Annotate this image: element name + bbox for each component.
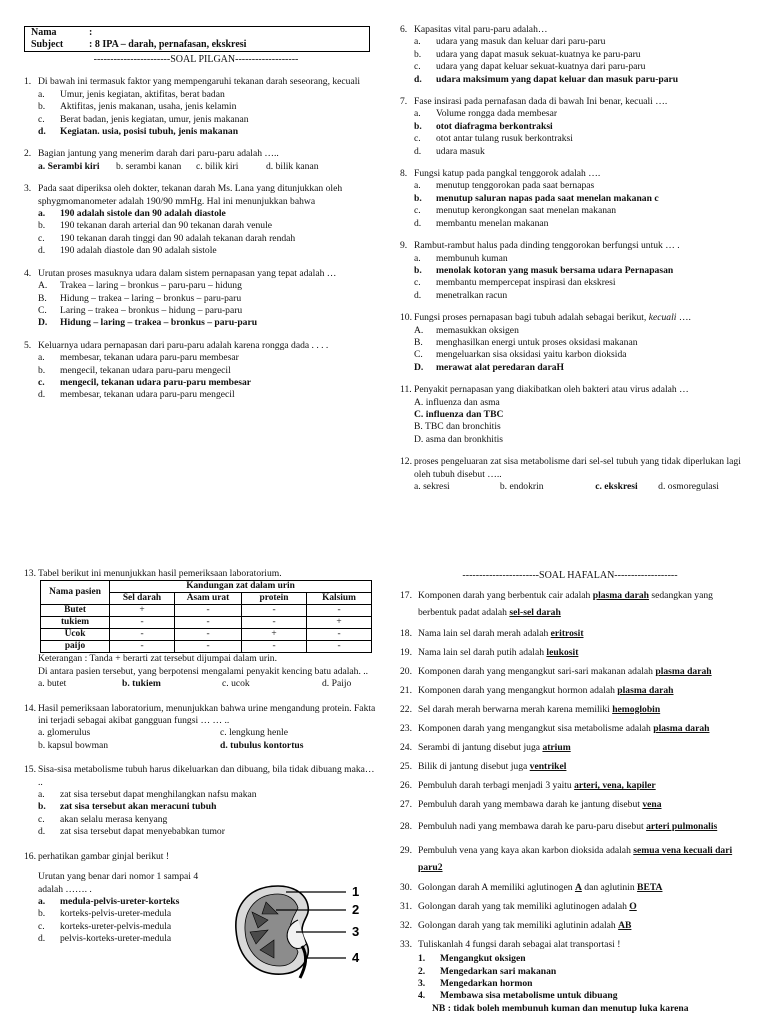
hafalan-num-33: 33. — [400, 939, 412, 951]
q1-text-main: Di bawah ini termasuk faktor yang mempengaruhi tekanan darah seseorang, kecuali — [38, 76, 361, 88]
q9-option-d: d. menetralkan racun — [414, 289, 508, 301]
answer-31: O — [629, 901, 637, 913]
q8-text-main: Fungsi katup pada pangkal tenggorok adalah …. — [414, 168, 601, 180]
q1-option-d: d. Kegiatan. usia, posisi tubuh, jenis makanan — [38, 126, 239, 138]
kidney-label-1: 1 — [352, 884, 360, 899]
pilgan-right-list — [400, 24, 744, 493]
q15-option-b: b. zat sisa tersebut akan meracuni tubuh — [38, 801, 217, 813]
q11-option-a: A. influenza dan asma — [414, 396, 500, 408]
q2-option-a: a. Serambi kiri — [38, 160, 100, 172]
q12-options — [400, 481, 744, 493]
q7-options — [400, 108, 744, 158]
q10-option-d: D. merawat alat peredaran daraH — [414, 361, 564, 373]
kidney-label-4: 4 — [352, 950, 360, 965]
table-cell: - — [242, 617, 307, 629]
table-head-asam-urat: Asam urat — [175, 593, 242, 605]
table-cell: + — [307, 617, 372, 629]
hafalan-text-33: Tuliskanlah 4 fungsi darah sebagai alat transportasi ! — [418, 939, 621, 951]
table-head-kalsium: Kalsium — [307, 593, 372, 605]
q13-note1: Keterangan : Tanda + berarti zat tersebut dijumpai dalam urin. — [38, 653, 277, 665]
q1-text — [38, 76, 360, 88]
patient-name: Butet — [41, 605, 110, 617]
q11-text-main: Penyakit pernapasan yang diakibatkan oleh bakteri atau virus adalah … — [414, 384, 689, 396]
hafalan-num-24: 24. — [400, 742, 412, 753]
q10-option-b: B. menghasilkan energi untuk proses oksidasi makanan — [414, 336, 638, 348]
table-cell: - — [110, 617, 175, 629]
answer-21: plasma darah — [617, 685, 674, 696]
q14-option-c: c. lengkung henle — [220, 727, 288, 739]
table-cell: - — [110, 641, 175, 653]
question-1 — [24, 76, 368, 138]
q4-num: 4. — [24, 267, 32, 279]
hafalan-num-21: 21. — [400, 685, 412, 696]
question-9 — [400, 240, 744, 302]
question-12 — [400, 456, 744, 493]
q12-option-a: a. sekresi — [414, 481, 450, 492]
q15-option-c: c. akan selalu merasa kenyang — [38, 813, 168, 825]
right-column-bottom — [400, 570, 740, 1015]
q3-text-main: Pada saat diperiksa oleh dokter, tekanan darah Ms. Lana yang ditunjukkan oleh sphygmomanometer adalah 190/90 mmHg. Hal ini menunjukkan bahwa — [38, 183, 343, 207]
q12-line — [400, 456, 744, 481]
q10-text-italic: kecuali — [648, 312, 677, 324]
question-7 — [400, 96, 744, 158]
q8-text — [414, 168, 600, 180]
q14-option-b: b. kapsul bowman — [38, 739, 109, 751]
patient-name: paijo — [41, 641, 110, 653]
answer-20: plasma darah — [655, 666, 712, 677]
q2-num: 2. — [24, 148, 32, 160]
q10-text — [414, 312, 691, 324]
q9-num: 9. — [400, 240, 408, 252]
table-cell: - — [175, 617, 242, 629]
hafalan-num-30: 30. — [400, 882, 412, 894]
table-row — [41, 617, 372, 629]
table-row — [41, 605, 372, 617]
hafalan-num-23: 23. — [400, 723, 412, 734]
q3-text — [38, 183, 368, 208]
q12-text-main: proses pengeluaran zat sisa metabolisme dari sel-sel tubuh yang tidak diperlukan lagi oleh tubuh disebut ….. — [414, 456, 741, 480]
q6-option-c: c. udara yang dapat keluar sekuat-kuatnya dari paru-paru — [414, 61, 646, 73]
subject-row — [25, 39, 369, 51]
hafalan-list — [400, 587, 740, 951]
question-15 — [24, 764, 376, 838]
hafalan-num-20: 20. — [400, 666, 412, 677]
kidney-label-3: 3 — [352, 924, 360, 939]
q10-option-c: C. mengeluarkan sisa oksidasi yaitu karbon dioksida — [414, 349, 627, 361]
hafalan-num-31: 31. — [400, 901, 412, 913]
lab-result-table — [40, 580, 372, 653]
hafalan-text-32: Golongan darah yang tak memiliki aglutinin adalah AB — [418, 920, 632, 932]
hafalan-item-25 — [400, 761, 740, 773]
answer-25: ventrikel — [529, 761, 567, 772]
table-cell: - — [175, 641, 242, 653]
q33-note: NB : tidak boleh membunuh kuman dan menutup luka karena — [432, 1002, 689, 1014]
answer-24: atrium — [542, 742, 571, 753]
q33-answer-4: 4. Membawa sisa metabolisme untuk dibuang — [418, 990, 618, 1002]
hafalan-text-26: Pembuluh darah terbagi menjadi 3 yaitu arteri, vena, kapiler — [418, 780, 656, 791]
q16-option-d: d. pelvis-korteks-ureter-medula — [38, 933, 172, 945]
q3-option-b: b. 190 tekanan darah arterial dan 90 tekanan darah venule — [38, 220, 273, 232]
q7-option-b: b. otot diafragma berkontraksi — [414, 120, 553, 132]
hafalan-text-24: Serambi di jantung disebut juga atrium — [418, 742, 571, 753]
hafalan-text-30: Golongan darah A memiliki aglutinogen A dan aglutinin BETA — [418, 882, 663, 894]
q16-text2: Urutan yang benar dari nomor 1 sampai 4 adalah ……. . — [38, 871, 199, 895]
q13-num: 13. — [24, 568, 36, 579]
answer-19: leukosit — [546, 647, 579, 658]
patient-name: Ucok — [41, 629, 110, 641]
table-cell: - — [175, 629, 242, 641]
q6-option-b: b. udara yang dapat masuk sekuat-kuatnya ke paru-paru — [414, 48, 641, 60]
q9-option-b: b. menolak kotoran yang masuk bersama udara Pernapasan — [414, 264, 674, 276]
table-head-nama: Nama pasien — [41, 581, 110, 605]
q2-text-main: Bagian jantung yang menerim darah dari paru-paru adalah ….. — [38, 148, 279, 160]
q9-text — [414, 240, 680, 252]
q6-line — [400, 24, 744, 36]
q3-options — [24, 208, 368, 258]
q11-line — [400, 384, 744, 396]
hafalan-item-29 — [400, 842, 740, 876]
q2-line — [24, 148, 368, 160]
q9-option-c: c. membantu mempercepat inspirasi dan ekskresi — [414, 277, 616, 289]
hafalan-text-21: Komponen darah yang mengangkut hormon adalah plasma darah — [418, 685, 674, 696]
q12-option-d: d. osmoregulasi — [658, 481, 719, 492]
q15-text: Sisa-sisa metabolisme tubuh harus dikeluarkan dan dibuang, bila tidak dibuang maka… .. — [38, 764, 375, 788]
q11-options — [400, 397, 744, 447]
hafalan-text-18: Nama lain sel darah merah adalah eritrosit — [418, 628, 584, 639]
q4-text-main: Urutan proses masuknya udara dalam sistem pernapasan yang tepat adalah … — [38, 267, 337, 279]
hafalan-num-28: 28. — [400, 821, 412, 832]
kidney-label-2: 2 — [352, 902, 360, 917]
right-column-top — [400, 24, 744, 493]
subject-label: Subject — [31, 39, 64, 50]
q1-option-a: a. Umur, jenis kegiatan, aktifitas, berat badan — [38, 88, 225, 100]
q9-line — [400, 240, 744, 252]
hafalan-text-25: Bilik di jantung disebut juga ventrikel — [418, 761, 567, 772]
q4-options — [24, 280, 368, 330]
answer-27: vena — [642, 799, 662, 810]
q5-text — [38, 340, 328, 352]
answer-17-b: sel-sel darah — [509, 607, 561, 619]
q4-line — [24, 268, 368, 280]
hafalan-item-32 — [400, 920, 740, 932]
q5-option-b: b. mengecil, tekanan udara paru-paru mengecil — [38, 364, 231, 376]
header-box — [24, 26, 370, 52]
q7-text-main: Fase insirasi pada pernafasan dada di bawah Ini benar, kecuali …. — [414, 96, 668, 108]
q14-option-d: d. tubulus kontortus — [220, 739, 304, 751]
q3-option-a: a. 190 adalah sistole dan 90 adalah diastole — [38, 208, 226, 220]
kidney-figure — [228, 880, 378, 984]
answer-28: arteri pulmonalis — [646, 821, 718, 832]
q5-options — [24, 352, 368, 402]
subject-value: : 8 IPA – darah, pernafasan, ekskresi — [89, 39, 247, 50]
q6-options — [400, 36, 744, 86]
hafalan-text-17: Komponen darah yang berbentuk cair adalah plasma darah sedangkan yang berbentuk padat adalah sel-sel darah — [418, 590, 713, 619]
q14-option-a: a. glomerulus — [38, 727, 91, 739]
q3-line — [24, 183, 368, 208]
q7-line — [400, 96, 744, 108]
q4-option-c: C. Laring – trakea – bronkus – hidung – paru-paru — [38, 304, 243, 316]
hafalan-text-28: Pembuluh nadi yang membawa darah ke paru-paru disebut arteri pulmonalis — [418, 821, 718, 832]
q4-option-a: A. Trakea – laring – bronkus – paru-paru – hidung — [38, 280, 242, 292]
q10-line — [400, 312, 744, 324]
q5-option-c: c. mengecil, tekanan udara paru-paru membesar — [38, 376, 252, 388]
q6-text-main: Kapasitas vital paru-paru adalah… — [414, 24, 548, 35]
q7-option-a: a. Volume rongga dada membesar — [414, 108, 558, 120]
q9-text-main: Rambut-rambut halus pada dinding tenggorokan berfungsi untuk … . — [414, 240, 680, 252]
q6-num: 6. — [400, 24, 408, 35]
q11-num: 11. — [400, 384, 412, 396]
hafalan-num-25: 25. — [400, 761, 412, 772]
hafalan-item-26 — [400, 780, 740, 792]
question-5 — [24, 340, 368, 402]
kidney-illustration — [228, 880, 378, 980]
q2-option-c: c. bilik kiri — [196, 160, 239, 172]
q16-num: 16. — [24, 850, 36, 862]
answer-17: plasma darah — [592, 590, 649, 602]
table-cell: + — [242, 629, 307, 641]
hafalan-item-21 — [400, 685, 740, 697]
answer-32: AB — [618, 920, 632, 932]
table-cell: - — [307, 629, 372, 641]
q4-option-d: D. Hidung – laring – trakea – bronkus – paru-paru — [38, 317, 258, 329]
q5-line — [24, 340, 368, 352]
q8-option-a: a. menutup tenggorokan pada saat bernapas — [414, 180, 595, 192]
hafalan-item-17 — [400, 587, 740, 621]
hafalan-item-20 — [400, 666, 740, 678]
hafalan-text-31: Golongan darah yang tak memiliki aglutinogen adalah O — [418, 901, 637, 913]
hafalan-num-26: 26. — [400, 780, 412, 791]
hafalan-item-18 — [400, 628, 740, 640]
q4-text — [38, 268, 336, 280]
table-cell: + — [110, 605, 175, 617]
q1-option-c: c. Berat badan, jenis kegiatan, umur, jenis makanan — [38, 113, 249, 125]
q6-text — [414, 24, 547, 36]
section-hafalan-title: -----------------------SOAL HAFALAN------------------- — [462, 570, 678, 581]
q13-note2: Di antara pasien tersebut, yang berpotensi mengalami penyakit kencing batu adalah. .. — [38, 665, 369, 677]
q5-text-main: Keluarnya udara pernapasan dari paru-paru adalah karena rongga dada . . . . — [38, 339, 329, 351]
hafalan-num-22: 22. — [400, 704, 412, 715]
hafalan-item-22 — [400, 704, 740, 716]
q14-num: 14. — [24, 702, 36, 714]
q12-option-c: c. ekskresi — [595, 481, 638, 492]
hafalan-item-31 — [400, 901, 740, 913]
name-label: Nama — [31, 27, 57, 38]
q15-option-a: a. zat sisa tersebut dapat menghilangkan nafsu makan — [38, 789, 257, 801]
hafalan-text-19: Nama lain sel darah putih adalah leukosit — [418, 647, 579, 658]
hafalan-item-30 — [400, 882, 740, 894]
table-cell: - — [242, 641, 307, 653]
table-cell: - — [242, 605, 307, 617]
hafalan-item-23 — [400, 723, 740, 735]
q11-text — [414, 384, 689, 396]
q15-option-d: d. zat sisa tersebut dapat menyebabkan tumor — [38, 826, 225, 838]
q8-num: 8. — [400, 168, 408, 180]
q5-option-a: a. membesar, tekanan udara paru-paru membesar — [38, 352, 239, 364]
q9-options — [400, 253, 744, 303]
q10-text-main: Fungsi proses pernapasan bagi tubuh adalah sebagai berikut, — [414, 312, 647, 324]
q15-num: 15. — [24, 764, 36, 776]
question-8 — [400, 168, 744, 230]
table-head-kandungan: Kandungan zat dalam urin — [110, 581, 372, 593]
q1-options — [24, 89, 368, 139]
table-row — [41, 641, 372, 653]
hafalan-item-19 — [400, 647, 740, 659]
q12-num: 12. — [400, 456, 412, 468]
answer-30-b: BETA — [637, 882, 663, 894]
q16-text: perhatikan gambar ginjal berikut ! — [38, 850, 170, 862]
q8-option-b: b. menutup saluran napas pada saat menelan makanan c — [414, 192, 659, 204]
q2-text — [38, 148, 279, 160]
question-3 — [24, 183, 368, 257]
table-cell: - — [110, 629, 175, 641]
hafalan-num-18: 18. — [400, 628, 412, 639]
question-4 — [24, 268, 368, 330]
q13-text: Tabel berikut ini menunjukkan hasil pemeriksaan laboratorium. — [38, 568, 282, 579]
q15-options — [24, 789, 376, 839]
hafalan-text-27: Pembuluh darah yang membawa darah ke jantung disebut vena — [418, 799, 662, 810]
q16-option-c: c. korteks-ureter-pelvis-medula — [38, 920, 172, 932]
q3-option-c: c. 190 tekanan darah tinggi dan 90 adalah tekanan darah rendah — [38, 232, 296, 244]
table-head-sel-darah: Sel darah — [110, 593, 175, 605]
q10-text-tail: …. — [678, 312, 691, 324]
question-14 — [24, 703, 376, 753]
hafalan-item-24 — [400, 742, 740, 754]
q14-text: Hasil pemeriksaan laboratorium, menunjukkan bahwa urine mengandung protein. Fakta ini terjadi sebagai akibat gangguan fungsi … … .. — [38, 702, 376, 727]
q13-option-d: d. Paijo — [322, 678, 352, 690]
q2-options — [24, 161, 368, 173]
q3-num: 3. — [24, 183, 32, 195]
question-6 — [400, 24, 744, 86]
q13-option-b: b. tukiem — [122, 678, 161, 690]
q10-num: 10. — [400, 312, 412, 324]
q5-num: 5. — [24, 339, 32, 351]
q7-option-d: d. udara masuk — [414, 145, 485, 157]
q5-option-d: d. membesar, tekanan udara paru-paru mengecil — [38, 389, 235, 401]
q10-options — [400, 325, 744, 375]
answer-23: plasma darah — [653, 723, 710, 734]
q13-option-c: c. ucok — [222, 678, 250, 690]
q7-num: 7. — [400, 96, 408, 108]
q11-option-c: C. influenza dan TBC — [414, 408, 504, 420]
question-11 — [400, 384, 744, 446]
q7-option-c: c. otot antar tulang rusuk berkontraksi — [414, 133, 573, 145]
hafalan-num-32: 32. — [400, 920, 412, 932]
q33-answer-1: 1. Mengangkut oksigen — [418, 953, 526, 965]
table-head-protein: protein — [242, 593, 307, 605]
q33-answer-2: 2. Mengedarkan sari makanan — [418, 965, 557, 977]
table-cell: - — [307, 605, 372, 617]
pilgan-left-list — [24, 76, 368, 401]
q13-options — [24, 678, 376, 690]
hafalan-text-23: Komponen darah yang mengangkut sisa metabolisme adalah plasma darah — [418, 723, 710, 734]
q3-option-d: d. 190 adalah diastole dan 90 adalah sistole — [38, 245, 217, 257]
q7-text — [414, 96, 667, 108]
hafalan-item-33 — [400, 939, 740, 951]
hafalan-num-27: 27. — [400, 799, 412, 810]
q16-option-a: a. medula-pelvis-ureter-korteks — [38, 895, 180, 907]
q16-option-b: b. korteks-pelvis-ureter-medula — [38, 908, 172, 920]
q11-option-b: B. TBC dan bronchitis — [414, 421, 501, 433]
q10-option-a: A. memasukkan oksigen — [414, 324, 519, 336]
q2-option-d: d. bilik kanan — [266, 160, 319, 172]
hafalan-text-29: Pembuluh vena yang kaya akan karbon dioksida adalah semua vena kecuali dari paru2 — [418, 844, 733, 873]
answer-30: A — [574, 882, 582, 894]
q6-option-a: a. udara yang masuk dan keluar dari paru-paru — [414, 36, 606, 48]
question-13 — [24, 568, 376, 691]
q12-option-b: b. endokrin — [499, 481, 544, 492]
question-10 — [400, 312, 744, 374]
name-sep: : — [89, 27, 93, 38]
answer-22: hemoglobin — [612, 704, 661, 715]
table-cell: - — [175, 605, 242, 617]
hafalan-num-29: 29. — [400, 844, 412, 856]
name-row — [25, 27, 369, 39]
q8-option-d: d. membantu menelan makanan — [414, 217, 549, 229]
q33-answer-3: 3. Mengedarkan hormon — [418, 978, 533, 989]
table-cell: - — [307, 641, 372, 653]
q8-options — [400, 180, 744, 230]
hafalan-text-22: Sel darah merah berwarna merah karena memiliki hemoglobin — [418, 704, 661, 715]
q11-option-d: D. asma dan bronkhitis — [414, 433, 504, 445]
q33-answer-list — [400, 953, 740, 1003]
q12-text — [414, 456, 744, 481]
left-column-top — [24, 54, 368, 402]
q2-option-b: b. serambi kanan — [116, 160, 182, 172]
answer-26: arteri, vena, kapiler — [574, 780, 656, 791]
q6-option-d: d. udara maksimum yang dapat keluar dan masuk paru-paru — [414, 73, 679, 85]
q1-line — [24, 76, 368, 88]
q9-option-a: a. membunuh kuman — [414, 252, 508, 264]
table-row — [41, 629, 372, 641]
answer-29: semua vena kecuali dari paru2 — [418, 844, 733, 873]
q1-num: 1. — [24, 76, 32, 88]
question-2 — [24, 148, 368, 173]
hafalan-item-27 — [400, 799, 740, 811]
hafalan-num-17: 17. — [400, 590, 412, 602]
q14-options — [24, 727, 376, 752]
patient-name: tukiem — [41, 617, 110, 629]
section-pilgan-title: -----------------------SOAL PILGAN------------------- — [93, 54, 299, 65]
hafalan-text-20: Komponen darah yang mengangkut sari-sari makanan adalah plasma darah — [418, 666, 712, 677]
answer-18: eritrosit — [550, 628, 584, 639]
q8-line — [400, 168, 744, 180]
hafalan-num-19: 19. — [400, 647, 412, 658]
q8-option-c: c. menutup kerongkongan saat menelan makanan — [414, 205, 617, 217]
q4-option-b: B. Hidung – trakea – laring – bronkus – paru-paru — [38, 292, 242, 304]
q13-option-a: a. butet — [38, 678, 67, 690]
hafalan-item-28 — [400, 818, 740, 835]
q1-option-b: b. Aktifitas, jenis makanan, usaha, jenis kelamin — [38, 101, 237, 113]
